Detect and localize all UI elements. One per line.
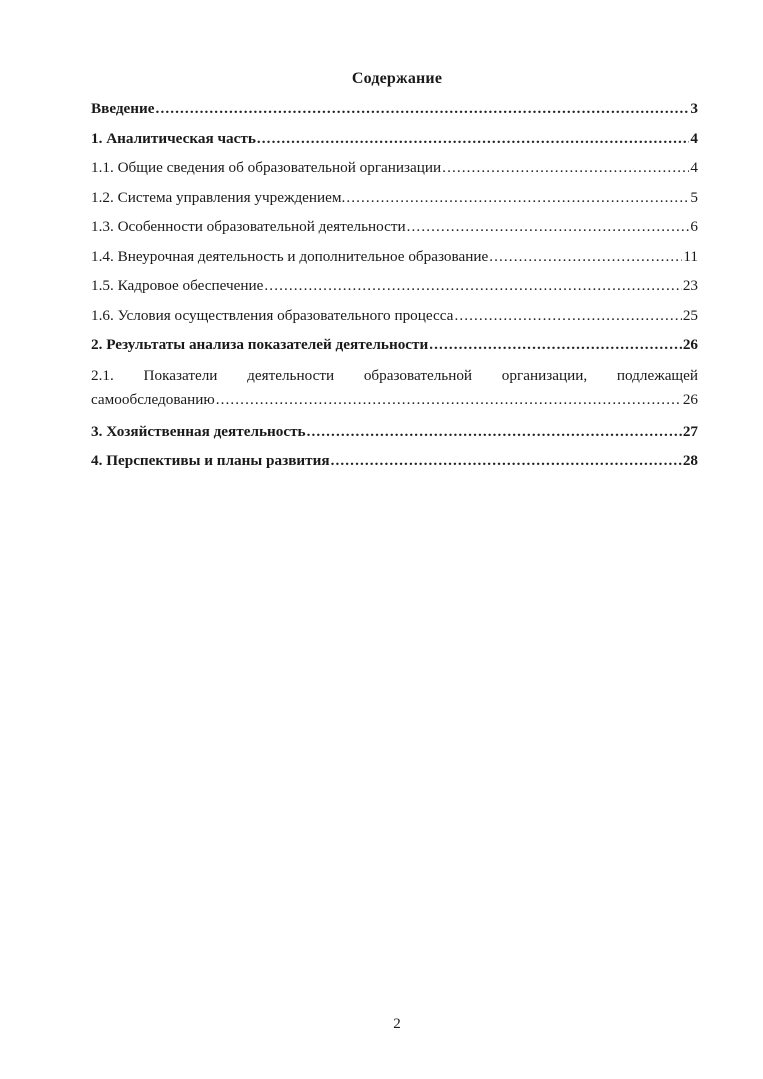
toc-entry — [91, 129, 698, 159]
toc-entry-page: 25 — [682, 306, 698, 324]
toc-entry-label-line2: самообследованию — [91, 390, 215, 408]
toc-leader-dots — [442, 158, 689, 178]
toc-entry-page: 3 — [690, 100, 698, 117]
toc-entry-label: 1.2. Система управления учреждением. — [91, 188, 346, 206]
page-number: 2 — [393, 1016, 401, 1032]
toc-entry-line2 — [91, 389, 698, 422]
toc-leader-dots — [264, 276, 681, 296]
toc-entry — [91, 247, 698, 277]
toc-entry-page: 23 — [682, 277, 698, 294]
toc-entry — [91, 306, 698, 336]
toc-entry-page: 28 — [682, 452, 698, 469]
toc-entry-page: 26 — [682, 336, 698, 353]
toc-leader-dots — [346, 188, 689, 208]
table-of-contents — [91, 99, 698, 481]
toc-leader-dots — [257, 129, 690, 149]
toc-entry-label: 1.3. Особенности образовательной деятельности — [91, 218, 406, 235]
toc-leader-dots — [307, 422, 682, 442]
toc-entry-page: 11 — [683, 247, 698, 265]
toc-entry-wrapped — [91, 365, 698, 422]
toc-entry-label: 1.5. Кадровое обеспечение — [91, 277, 264, 294]
toc-leader-dots — [156, 99, 690, 119]
toc-entry-label: 2. Результаты анализа показателей деятельности — [91, 336, 429, 353]
toc-leader-dots — [216, 389, 682, 411]
toc-entry-label: 1. Аналитическая часть — [91, 129, 256, 147]
toc-leader-dots — [454, 306, 681, 326]
page-title: Содержание — [351, 70, 443, 87]
toc-entry — [91, 158, 698, 188]
toc-leader-dots — [489, 247, 682, 267]
toc-entry-page: 5 — [690, 188, 698, 206]
toc-entry-label: 1.1. Общие сведения об образовательной организации — [91, 159, 442, 176]
toc-entry — [91, 188, 698, 218]
toc-entry — [91, 335, 698, 365]
toc-entry-page: 4 — [690, 129, 698, 147]
toc-entry-page: 26 — [682, 390, 698, 408]
toc-entry-label: 3. Хозяйственная деятельность — [91, 422, 306, 440]
toc-entry — [91, 451, 698, 481]
toc-leader-dots — [407, 217, 690, 237]
toc-entry-label: 1.6. Условия осуществления образовательного процесса — [91, 306, 454, 324]
toc-leader-dots — [331, 451, 682, 471]
toc-entry — [91, 422, 698, 452]
toc-entry-page: 4 — [690, 159, 698, 176]
toc-entry-page: 6 — [690, 218, 698, 235]
toc-entry-label: 1.4. Внеурочная деятельность и дополнительное образование — [91, 247, 489, 265]
toc-entry — [91, 99, 698, 129]
toc-entry-label: Введение — [91, 100, 155, 117]
toc-entry-label-line1: 2.1. Показатели деятельности образовательной организации, подлежащей — [91, 366, 698, 384]
toc-entry-label: 4. Перспективы и планы развития — [91, 452, 330, 469]
toc-entry — [91, 217, 698, 247]
toc-entry-page: 27 — [682, 422, 698, 440]
toc-leader-dots — [429, 335, 682, 355]
toc-entry — [91, 276, 698, 306]
